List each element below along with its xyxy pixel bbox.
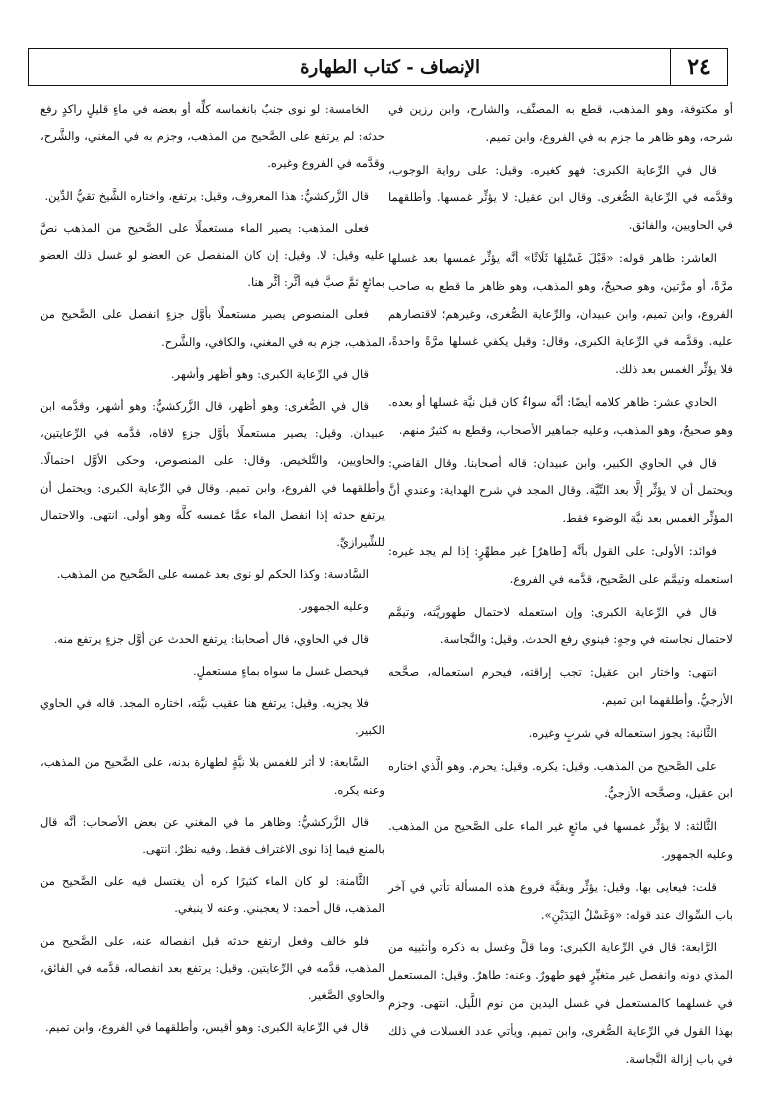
right-text-column [388, 96, 733, 1078]
paragraph: قال الزَّركشيُّ: وظاهر ما في المغني عن بعض الأصحاب: أنَّه قال بالمنع فيما إذا نوى الاغتراف فقط. وفيه نظرٌ. انتهى. [40, 814, 385, 857]
paragraph: فلو خالف وفعل ارتفع حدثه قبل انفصاله عنه، على الصَّحيح من المذهب، قدَّمه في الرِّعايتين. وقيل: يرتفع بعد انفصاله، قدَّمه في الفائق، والحاوي الصَّغير. [40, 933, 385, 1003]
paragraph: قال في الحاوي الكبير، وابن عبيدان: قاله أصحابنا. وقال القاضي: ويحتمل أن لا يؤثِّر إلَّا بعد النِّيَّة. وقال المجد في شرح الهداية: وعندي أنَّ المؤثِّر الغمس بعد نيَّة الوضوء فقط. [388, 455, 733, 526]
paragraph: فعلى المنصوص يصير مستعملًا بأوَّل جزءٍ انفصل على الصَّحيح من المذهب، جزم به في المغني، والكافي، والشَّرح. [40, 307, 385, 349]
page-header [28, 48, 728, 86]
paragraph: قال في الحاوي، قال أصحابنا: يرتفع الحدث عن أوَّل جزءٍ يرتفع منه. [53, 631, 369, 646]
paragraph: قال في الرِّعاية الكبرى: وهو أقيس، وأطلقهما في الفروع، وابن تميم. [45, 1020, 369, 1035]
paragraph: قال في الصُّغرى: وهو أظهر، قال الزَّركشيُّ: وهو أشهر، وقدَّمه ابن عبيدان. وقيل: يصير مستعملًا بأوَّل جزءٍ لاقاه، قدَّمه في الرِّعايتين، والحاويين، والتَّلخيص. وقال: على المنصوص، وحكى الأوَّل احتمالًا. وأطلقهما في الفروع، وابن تميم. وقال في الرِّعاية الكبرى: ويحتمل أن يرتفع حدثه إذا انفصل الماء عمَّا غمسه كلَّه وهو أولى. انتهى. والاحتمال للشِّيرازيِّ. [40, 399, 385, 550]
paragraph: انتهى: واختار ابن عقيل: تجب إراقته، فيحرم استعماله، صحَّحه الأزجيُّ. وأطلقهما ابن تميم. [388, 665, 733, 707]
paragraph: قلت: فيعايى بها. وقيل: يؤثِّر وبقيَّة فروع هذه المسألة تأتي في آخر باب السِّواك عند قوله: «وَغَسْلُ اليَدَيْنِ». [388, 879, 733, 922]
paragraph: الثَّانية: يجوز استعماله في شربٍ وغيره. [528, 725, 717, 740]
paragraph: فيحصل غسل ما سواه بماءٍ مستعملٍ. [192, 663, 369, 678]
paragraph: الخامسة: لو نوى جنبٌ بانغماسه كلِّه أو بعضه في ماءٍ قليلٍ راكدٍ رفع حدثه: لم يرتفع على الصَّحيح من المذهب، وجزم به في المغني، والشَّرح، وقدَّمه في الفروع وغيره. [40, 102, 385, 171]
paragraph: العاشر: ظاهر قوله: «قَبْلَ غَسْلِهَا ثَلَاثًا» أنَّه يؤثِّر غمسها بعد غسلها مرَّةً، أو مرَّتين، وهو صحيحٌ، وهو المذهب، وهو ظاهر ما قطع به صاحب الفروع، وابن تميم، وابن عبيدان، والرِّعاية الصُّغرى، وغيرهم؛ لاقتصارهم عليه. وقدَّمه في الرِّعاية الكبرى، وقال: وقيل يكفي غسلها مرَّةً واحدةً، فلا يؤثِّر الغمس بعد ذلك. [388, 250, 733, 377]
paragraph: أو مكتوفة، وهو المذهب، قطع به المصنِّف، والشارح، وابن رزين في شرحه، وهو ظاهر ما جزم به في الفروع، وابن تميم. [388, 102, 733, 144]
paragraph: قال في الرِّعاية الكبرى: فهو كغيره. وقيل: على رواية الوجوب، وقدَّمه في الرِّعاية الصُّغرى. وقال ابن عقيل: لا يؤثِّر غمسها. وأطلقهما في الحاويين، والفائق. [388, 162, 733, 233]
paragraph: الرَّابعة: قال في الرِّعاية الكبرى: وما قلَّ وغسل به ذكره وأنثييه من المذي دونه وانفصل غير متغيِّرٍ فهو طهورٌ. وعنه: طاهرٌ. وقيل: المستعمل في غسلهما كالمستعمل في غسل اليدين من نوم اللَّيل. انتهى. وجزم بهذا القول في الرِّعاية الصُّغرى، وابن تميم. ويأتي عدد الغسلات في ذلك في باب إزالة النَّجاسة. [388, 940, 733, 1066]
page-number: ٢٤ [670, 49, 727, 85]
paragraph: فوائد: الأولى: على القول بأنَّه [طاهرٌ] غير مطهِّرٍ: إذا لم يجد غيره: استعمله وتيمَّم على الصَّحيح، قدَّمه في الفروع. [388, 543, 733, 586]
paragraph: فعلى المذهب: يصير الماء مستعملًا على الصَّحيح من المذهب نصَّ عليه وقيل: لا. وقيل: إن كان المنفصل عن العضو لو غسل ذلك العضو بمائعٍ ثمَّ صبَّ فيه أثَّر: أثَّر هنا. [40, 220, 385, 290]
paragraph: السَّادسة: وكذا الحكم لو نوى بعد غمسه على الصَّحيح من المذهب. [56, 567, 369, 582]
paragraph: فلا يجزيه. وقيل: يرتفع هنا عقيب نيَّته، اختاره المجد. قاله في الحاوي الكبير. [40, 696, 385, 738]
paragraph: الثَّالثة: لا يؤثِّر غمسها في مائعٍ غير الماء على الصَّحيح من المذهب. وعليه الجمهور. [388, 819, 733, 861]
paragraph: الثَّامنة: لو كان الماء كثيرًا كره أن يغتسل فيه على الصَّحيح من المذهب، قال أحمد: لا يعجبني. وعنه لا ينبغي. [40, 874, 385, 916]
paragraph: قال في الرِّعاية الكبرى: وهو أظهر وأشهر. [170, 366, 369, 381]
running-title: الإنصاف - كتاب الطهارة [300, 56, 480, 78]
paragraph: قال في الرِّعاية الكبرى: وإن استعمله لاحتمال طهوريَّته، وتيمَّم لاحتمال نجاسته في وجهٍ: فينوي رفع الحدث. وقيل: والنَّجاسة. [388, 604, 733, 647]
paragraph: على الصَّحيح من المذهب. وقيل: يكره. وقيل: يحرم. وهو الَّذي اختاره ابن عقيل، وصحَّحه الأزجيُّ. [388, 758, 733, 801]
left-text-column [40, 96, 385, 1047]
paragraph: قال الزَّركشيُّ: هذا المعروف، وقيل: يرتفع، واختاره الشَّيخ تقيُّ الدِّين. [44, 188, 369, 203]
paragraph: السَّابعة: لا أثر للغمس بلا نيَّةٍ لطهارة بدنه، على الصَّحيح من المذهب، وعنه يكره. [40, 755, 385, 797]
paragraph: الحادي عشر: ظاهر كلامه أيضًا: أنَّه سواءٌ كان قبل نيَّة غسلها أو بعده. وهو صحيحٌ، وهو المذهب، وعليه جماهير الأصحاب، وقطع به كثيرٌ منهم. [388, 394, 733, 437]
paragraph: وعليه الجمهور. [298, 599, 369, 614]
